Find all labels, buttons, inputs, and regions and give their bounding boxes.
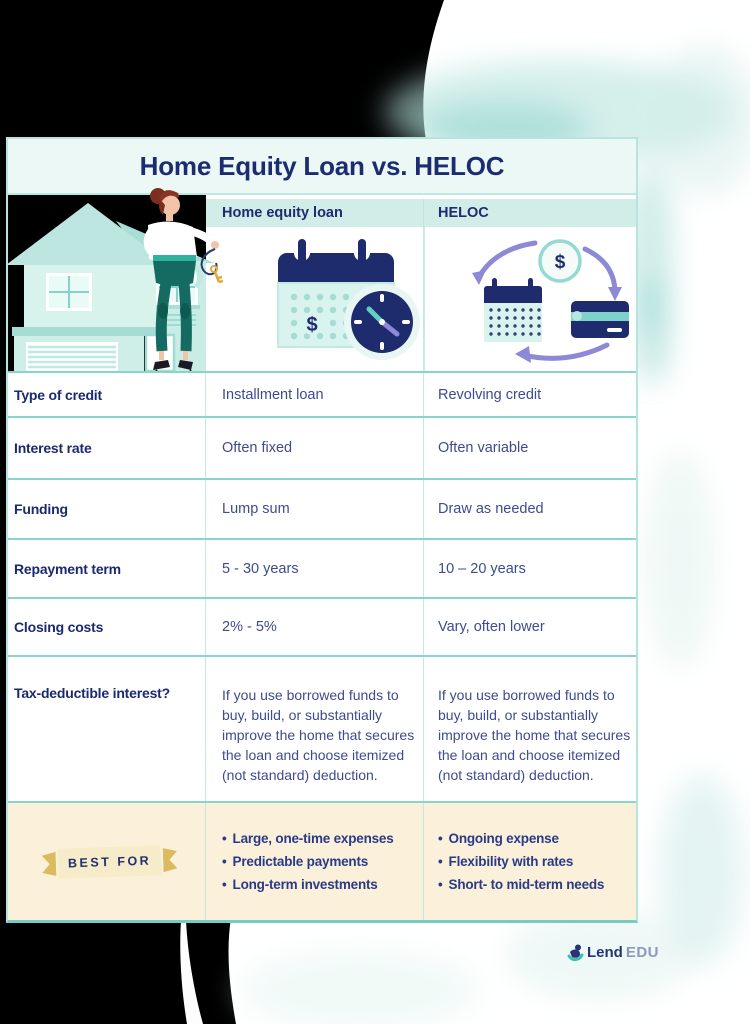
row-label: Funding [8,480,206,538]
home-equity-value: 5 - 30 years [206,540,424,597]
money-cycle-graphic [439,227,650,371]
heloc-value: Draw as needed [438,501,544,517]
column-headers [206,199,636,227]
ribbon-label: BEST FOR [57,845,161,879]
home-equity-value: 2% - 5% [206,599,424,655]
row-label: Repayment term [8,540,206,597]
column-header-home-equity-loan: Home equity loan [206,199,424,227]
brand-logo [566,943,659,962]
best-for-ribbon [41,844,177,879]
best-for-ribbon-cell [8,803,206,920]
calendar-clock-graphic [222,227,440,371]
house-and-woman-illustration [0,183,240,371]
money-cycle-icon [424,227,650,371]
page-title: Home Equity Loan vs. HELOC [139,150,505,181]
table-row-type-of-credit [8,371,636,416]
row-label: Type of credit [8,373,206,416]
heloc-value: If you use borrowed funds to buy, build, or substantially improve the home that secures the loan and choose itemized (not standard) deduction. [438,687,631,783]
row-label: Closing costs [8,599,206,655]
dollar-sign: $ [306,314,318,336]
row-label: Interest rate [8,418,206,478]
home-equity-value: Lump sum [206,480,424,538]
heloc-value: Revolving credit [438,386,542,403]
table-row-interest-rate [8,416,636,478]
table-row-tax-deductible [8,655,636,801]
ribbon-left-end-icon [42,851,57,875]
list-item: • Long-term investments [222,877,378,892]
brand-name-light: EDU [625,944,660,961]
list-item: • Predictable payments [222,854,369,869]
dollar-sign: $ [554,252,566,273]
best-for-heloc-list [424,803,636,920]
home-equity-value: Often fixed [206,418,424,478]
brand-name-bold: Lend [587,944,623,961]
column-header-heloc: HELOC [438,205,489,221]
heloc-value: Often variable [438,440,529,456]
list-item: • Short- to mid-term needs [438,877,605,892]
list-item: • Large, one-time expenses [222,831,394,846]
heloc-value: Vary, often lower [438,619,545,635]
row-label: Tax-deductible interest? [8,657,206,801]
heloc-value: 10 – 20 years [438,560,526,577]
best-for-home-equity-list [206,803,424,920]
home-equity-value: Installment loan [206,373,424,416]
list-item: • Flexibility with rates [438,854,574,869]
table-row-funding [8,478,636,538]
home-equity-value: If you use borrowed funds to buy, build, or substantially improve the home that secures the loan and choose itemized (not standard) deduction. [206,657,424,801]
table-row-repayment-term [8,538,636,597]
ribbon-right-end-icon [163,847,178,871]
list-item: • Ongoing expense [438,831,559,846]
best-for-row [8,801,636,920]
table-row-closing-costs [8,597,636,655]
icon-row [206,227,636,371]
lendedu-mark-icon [566,943,584,962]
